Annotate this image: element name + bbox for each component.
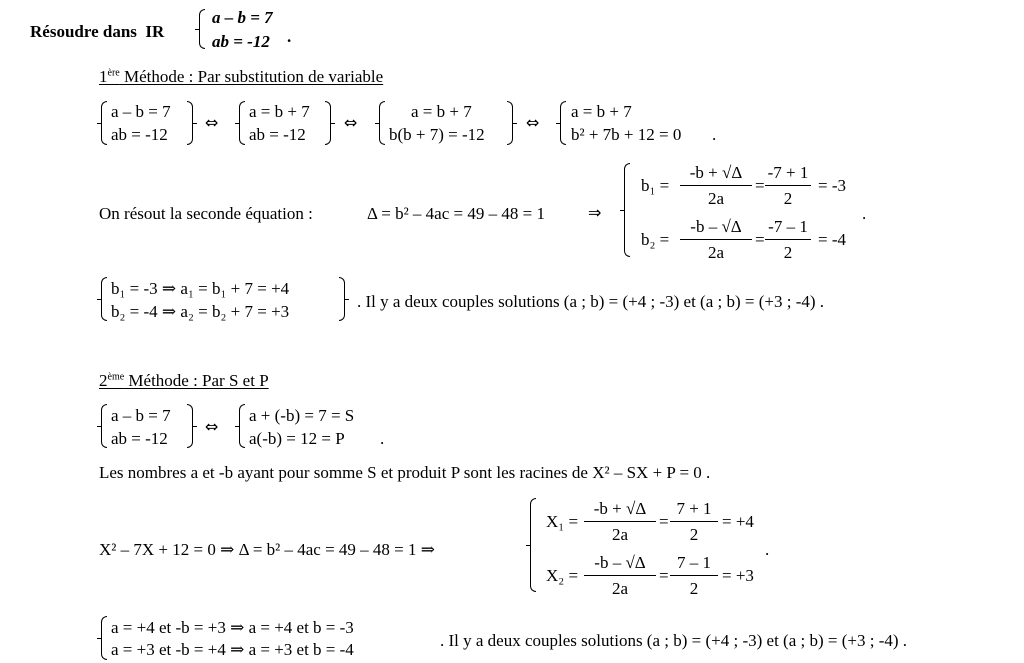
page: Résoudre dans IR a – b = 7 ab = -12 . 1ère Méthode : Par substitution de variable a – b = 7 ab = -12 ⇔ a = b + 7 ab = -12 ⇔ a = b + 7 b(b + 7) = -12 ⇔ a = b + 7 b² + 7b + 12 = 0 . On résout la seconde équation : Δ = b² – 4ac = 49 – 48 = 1 ⇒ b₁ = $\frac{-b + √\Delta}{2a}$ = $\frac{-7 + 1}{2}$ = -3 b₂ = $\frac{-b - √\Delta}{2a}$ = $\frac{-7 - 1}{2}$ = -4 . b₁ = -3 ⇒ a₁ = b₁ + 7 = +4 b₂ = -4 ⇒ a₂ = b₂ + 7 = +3 . Il y a deux couples solutions (a ; b) = (+4 ; -3) et (a ; b) = (+3 ; -4) . 2ème Méthode : Par S et P a – b = 7 ab = -12 ⇔ a + (-b) = 7 = S a(-b) = 12 = P . Les nombres a et -b ayant pour somme S et produit P sont les racines de X² – SX + P = 0 . X² – 7X + 12 = 0 ⇒ Δ = b² – 4ac = 49 – 48 = 1 ⇒ X₁ = $\frac{-b + √\Delta}{2a}$ = $\frac{7 + 1}{2}$ = +4 X₂ = $\frac{-b - √\Delta}{2a}$ = $\frac{7 - 1}{2}$ = +3 . a = +4 et -b = +3 ⇒ a = +4 et b = -3 a = +3 et -b = +4 ⇒ a = +3 et b = -4 . Il y a deux couples solutions (a ; b) = (+4 ; -3) et (a ; b) = (+3 ; -4) . [30, 8, 908, 659]
m1-sys3-line1: a = b + 7 [411, 102, 472, 121]
method1-heading: 1ère Méthode : Par substitution de variable [99, 67, 384, 86]
m1-sys2-line1: a = b + 7 [249, 102, 310, 121]
m1-sys1-line2: ab = -12 [111, 125, 168, 144]
header-equation-2: ab = -12 [212, 32, 270, 51]
x1-label: X₁ = [546, 512, 579, 531]
equivalence-icon: ⇔ [205, 417, 219, 436]
m2-roots-brace [530, 498, 536, 592]
header-dot: . [287, 27, 292, 46]
b1-fraction: $\frac{-b + √\Delta}{2a}$ [680, 163, 752, 209]
b1-fraction-values: $\frac{-7 + 1}{2}$ [765, 163, 811, 209]
m2-result-line2: a = +3 et -b = +4 ⇒ a = +3 et b = -4 [111, 640, 354, 659]
b2-result: = -4 [818, 230, 846, 249]
m2-sys1-brace-right [187, 404, 193, 448]
m1-sys3-line2: b(b + 7) = -12 [389, 125, 485, 144]
b2-fraction-values: $\frac{-7 - 1}{2}$ [765, 217, 811, 263]
real-set-symbol: IR [145, 22, 165, 41]
m1-sys3-brace-left [379, 101, 385, 145]
title-text: Résoudre dans [30, 22, 137, 41]
header-brace [199, 9, 205, 49]
x1-fraction-values: $\frac{7 + 1}{2}$ [670, 499, 718, 545]
x2-result: = +3 [722, 566, 754, 585]
b1-label: b₁ = [641, 176, 670, 195]
m1-roots-brace [624, 163, 630, 257]
x1-fraction: $\frac{-b + √\Delta}{2a}$ [584, 499, 656, 545]
m1-sys2-brace-left [239, 101, 245, 145]
m1-results-brace-left [101, 277, 107, 321]
m1-conclusion: . Il y a deux couples solutions (a ; b) = (+4 ; -3) et (a ; b) = (+3 ; -4) . [357, 292, 825, 311]
b1-result: = -3 [818, 176, 846, 195]
m2-equation: X² – 7X + 12 = 0 ⇒ Δ = b² – 4ac = 49 – 48 = 1 ⇒ [99, 540, 436, 559]
equivalence-icon: ⇔ [205, 113, 219, 132]
m1-sys2-brace-right [325, 101, 331, 145]
m2-sentence: Les nombres a et -b ayant pour somme S et produit P sont les racines de X² – SX + P = 0 . [99, 463, 711, 482]
m1-sys1-brace-right [187, 101, 193, 145]
b2-label: b₂ = [641, 230, 670, 249]
m1-result-line1: b₁ = -3 ⇒ a₁ = b₁ + 7 = +4 [111, 279, 290, 298]
m2-conclusion: . Il y a deux couples solutions (a ; b) = (+4 ; -3) et (a ; b) = (+3 ; -4) . [440, 631, 908, 650]
m2-sys1-line2: ab = -12 [111, 429, 168, 448]
m2-sys2-brace-left [239, 404, 245, 448]
m2-sys2-line1: a + (-b) = 7 = S [249, 406, 355, 425]
m2-results-brace [101, 616, 107, 660]
equivalence-icon: ⇔ [526, 113, 540, 132]
m1-sys4-dot: . [712, 125, 717, 144]
implies-icon: ⇒ [588, 203, 602, 222]
m2-sys1-brace-left [101, 404, 107, 448]
m1-sys2-line2: ab = -12 [249, 125, 306, 144]
m1-sys1-brace-left [101, 101, 107, 145]
b2-fraction: $\frac{-b - √\Delta}{2a}$ [680, 217, 752, 263]
method2-heading: 2ème Méthode : Par S et P [99, 371, 269, 390]
m2-sys1-line1: a – b = 7 [111, 406, 171, 425]
m1-result-line2: b₂ = -4 ⇒ a₂ = b₂ + 7 = +3 [111, 302, 290, 321]
x2-fraction: $\frac{-b - √\Delta}{2a}$ [584, 553, 656, 599]
x2-label: X₂ = [546, 566, 579, 585]
m2-result-line1: a = +4 et -b = +3 ⇒ a = +4 et b = -3 [111, 618, 354, 637]
m1-sys4-brace-left [560, 101, 566, 145]
m1-sys3-brace-right [507, 101, 513, 145]
header-equation-1: a – b = 7 [212, 8, 273, 27]
problem-title [30, 23, 164, 40]
m2-sys2-line2: a(-b) = 12 = P [249, 429, 345, 448]
solve-text: On résout la seconde équation : [99, 204, 313, 223]
x1-result: = +4 [722, 512, 754, 531]
delta-expression: Δ = b² – 4ac = 49 – 48 = 1 [367, 204, 545, 223]
m1-sys4-line2: b² + 7b + 12 = 0 [571, 125, 682, 144]
m1-results-brace-right [339, 277, 345, 321]
m1-sys4-line1: a = b + 7 [571, 102, 632, 121]
equivalence-icon: ⇔ [344, 113, 358, 132]
m1-sys1-line1: a – b = 7 [111, 102, 171, 121]
x2-fraction-values: $\frac{7 - 1}{2}$ [670, 553, 718, 599]
